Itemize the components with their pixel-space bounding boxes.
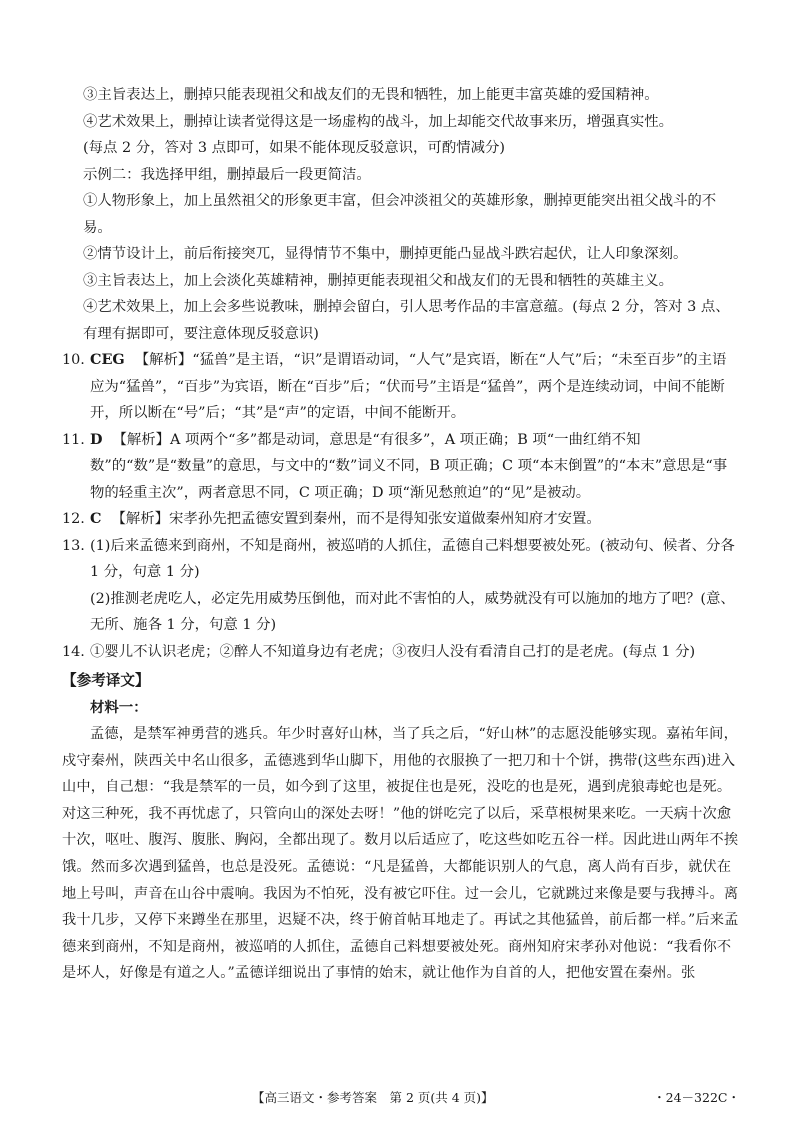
question-14 — [62, 639, 740, 666]
question-number: 12. — [62, 511, 85, 527]
answer-text: ①婴儿不认识老虎；②醉人不知道身边有老虎；③夜归人没有看清自己打的是老虎。(每点 1 分) — [90, 643, 696, 660]
answer-key: C — [90, 510, 102, 527]
question-12 — [62, 506, 740, 533]
analysis-text: 【解析】A 项两个“多”都是动词，意思是“有很多”，A 项正确；B 项“一曲红绡不知数”的“数”是“数量”的意思，与文中的“数”词义不同，B 项正确；C 项“本末倒置”的“本末”意思是“事物的轻重主次”，两者意思不同，C 项正确；D 项“渐见愁煎迫”的“见”是被动。 — [90, 431, 728, 501]
answer-part-2: (2)推测老虎吃人，必定先用威势压倒他，而对此不害怕的人，威势就没有可以施加的地方了吧？(意、无所、施各 1 分，句意 1 分) — [90, 590, 735, 633]
page-footer — [62, 1088, 740, 1110]
analysis-text: 【解析】“猛兽”是主语，“识”是谓语动词，“人气”是宾语，断在“人气”后；“未至百步”的主语应为“猛兽”，“百步”为宾语，断在“百步”后；“伏而号”主语是“猛兽”，两个是连续动词，中间不能断开，所以断在“号”后；“其”是“声”的定语，中间不能断开。 — [90, 352, 727, 421]
example2-point-4: ④艺术效果上，加上会多些说教味，删掉会留白，引人思考作品的丰富意蕴。(每点 2 分，答对 3 点、有理有据即可，要注意体现反驳意识) — [83, 299, 730, 342]
question-number: 14. — [62, 643, 85, 660]
question-11 — [62, 427, 740, 507]
analysis-text: 【解析】宋孝孙先把孟德安置到秦州，而不是得知张安道做秦州知府才安置。 — [111, 511, 601, 527]
example1-point-4: ④艺术效果上，删掉让读者觉得这是一场虚构的战斗，加上却能交代故事来历，增强真实性。 — [83, 113, 674, 130]
footer-page-info: 【高三语文・参考答案 第 2 页(共 4 页)】 — [252, 1090, 494, 1105]
question-13 — [62, 533, 740, 639]
answer-part-1: (1)后来孟德来到商州，不知是商州，被巡哨的人抓住，孟德自己料想要被处死。(被动句、候者、分各 1 分，句意 1 分) — [90, 537, 735, 580]
example2-point-3: ③主旨表达上，加上会淡化英雄精神，删掉更能表现祖父和战友们的无畏和牺牲的英雄主义。 — [83, 272, 674, 289]
translation-heading: 【参考译文】 — [62, 672, 150, 689]
example2-point-1: ①人物形象上，加上虽然祖父的形象更丰富，但会冲淡祖父的英雄形象，删掉更能突出祖父战斗的不易。 — [83, 193, 717, 236]
material-label: 材料一： — [90, 699, 148, 716]
example1-scoring-note: (每点 2 分，答对 3 点即可，如果不能体现反驳意识，可酌情减分) — [83, 140, 505, 156]
question-number: 13. — [62, 537, 85, 554]
question-number: 11. — [62, 431, 85, 448]
answer-key: D — [90, 430, 103, 448]
example2-title: 示例二：我选择甲组，删掉最后一段更简洁。 — [83, 166, 371, 183]
answer-page — [62, 82, 740, 987]
example1-point-3: ③主旨表达上，删掉只能表现祖父和战友们的无畏和牺牲，加上能更丰富英雄的爱国精神。 — [83, 87, 659, 103]
question-number: 10. — [62, 352, 85, 368]
question-10 — [62, 347, 740, 427]
translation-body: 孟德，是禁军神勇营的逃兵。年少时喜好山林，当了兵之后，“好山林”的志愿没能够实现。嘉祐年间，戍守秦州，陕西关中名山很多，孟德逃到华山脚下，用他的衣服换了一把刀和十个饼，携带(这些东西)进入山中，自己想：“我是禁军的一员，如今到了这里，被捉住也是死，没吃的也是死，遇到虎狼毒蛇也是死。对这三种死，我不再忧虑了，只管向山的深处去呀！”他的饼吃完了以后，采草根树果来吃。一天病十次愈十次，呕吐、腹泻、腹胀、胸闷，全都出现了。数月以后适应了，吃这些如吃五谷一样。因此进山两年不挨饿。然而多次遇到猛兽，也总是没死。孟德说：“凡是猛兽，大都能识别人的气息，离人尚有百步，就伏在地上号叫，声音在山谷中震响。我因为不怕死，没有被它吓住。过一会儿，它就跳过来像是要与我搏斗。离我十几步，又停下来蹲坐在那里，迟疑不决，终于俯首帖耳地走了。再试之其他猛兽，前后都一样。”后来孟德来到商州，不知是商州，被巡哨的人抓住，孟德自己料想要被处死。商州知府宋孝孙对他说：“我看你不是坏人，好像是有道之人。”孟德详细说出了事情的始末，就让他作为自首的人，把他安置在秦州。张 — [62, 726, 739, 982]
example2-point-2: ②情节设计上，前后衔接突兀，显得情节不集中，删掉更能凸显战斗跌宕起伏，让人印象深刻。 — [83, 246, 688, 262]
footer-code: ・24－322C・ — [653, 1090, 740, 1105]
answer-key: CEG — [90, 351, 125, 368]
